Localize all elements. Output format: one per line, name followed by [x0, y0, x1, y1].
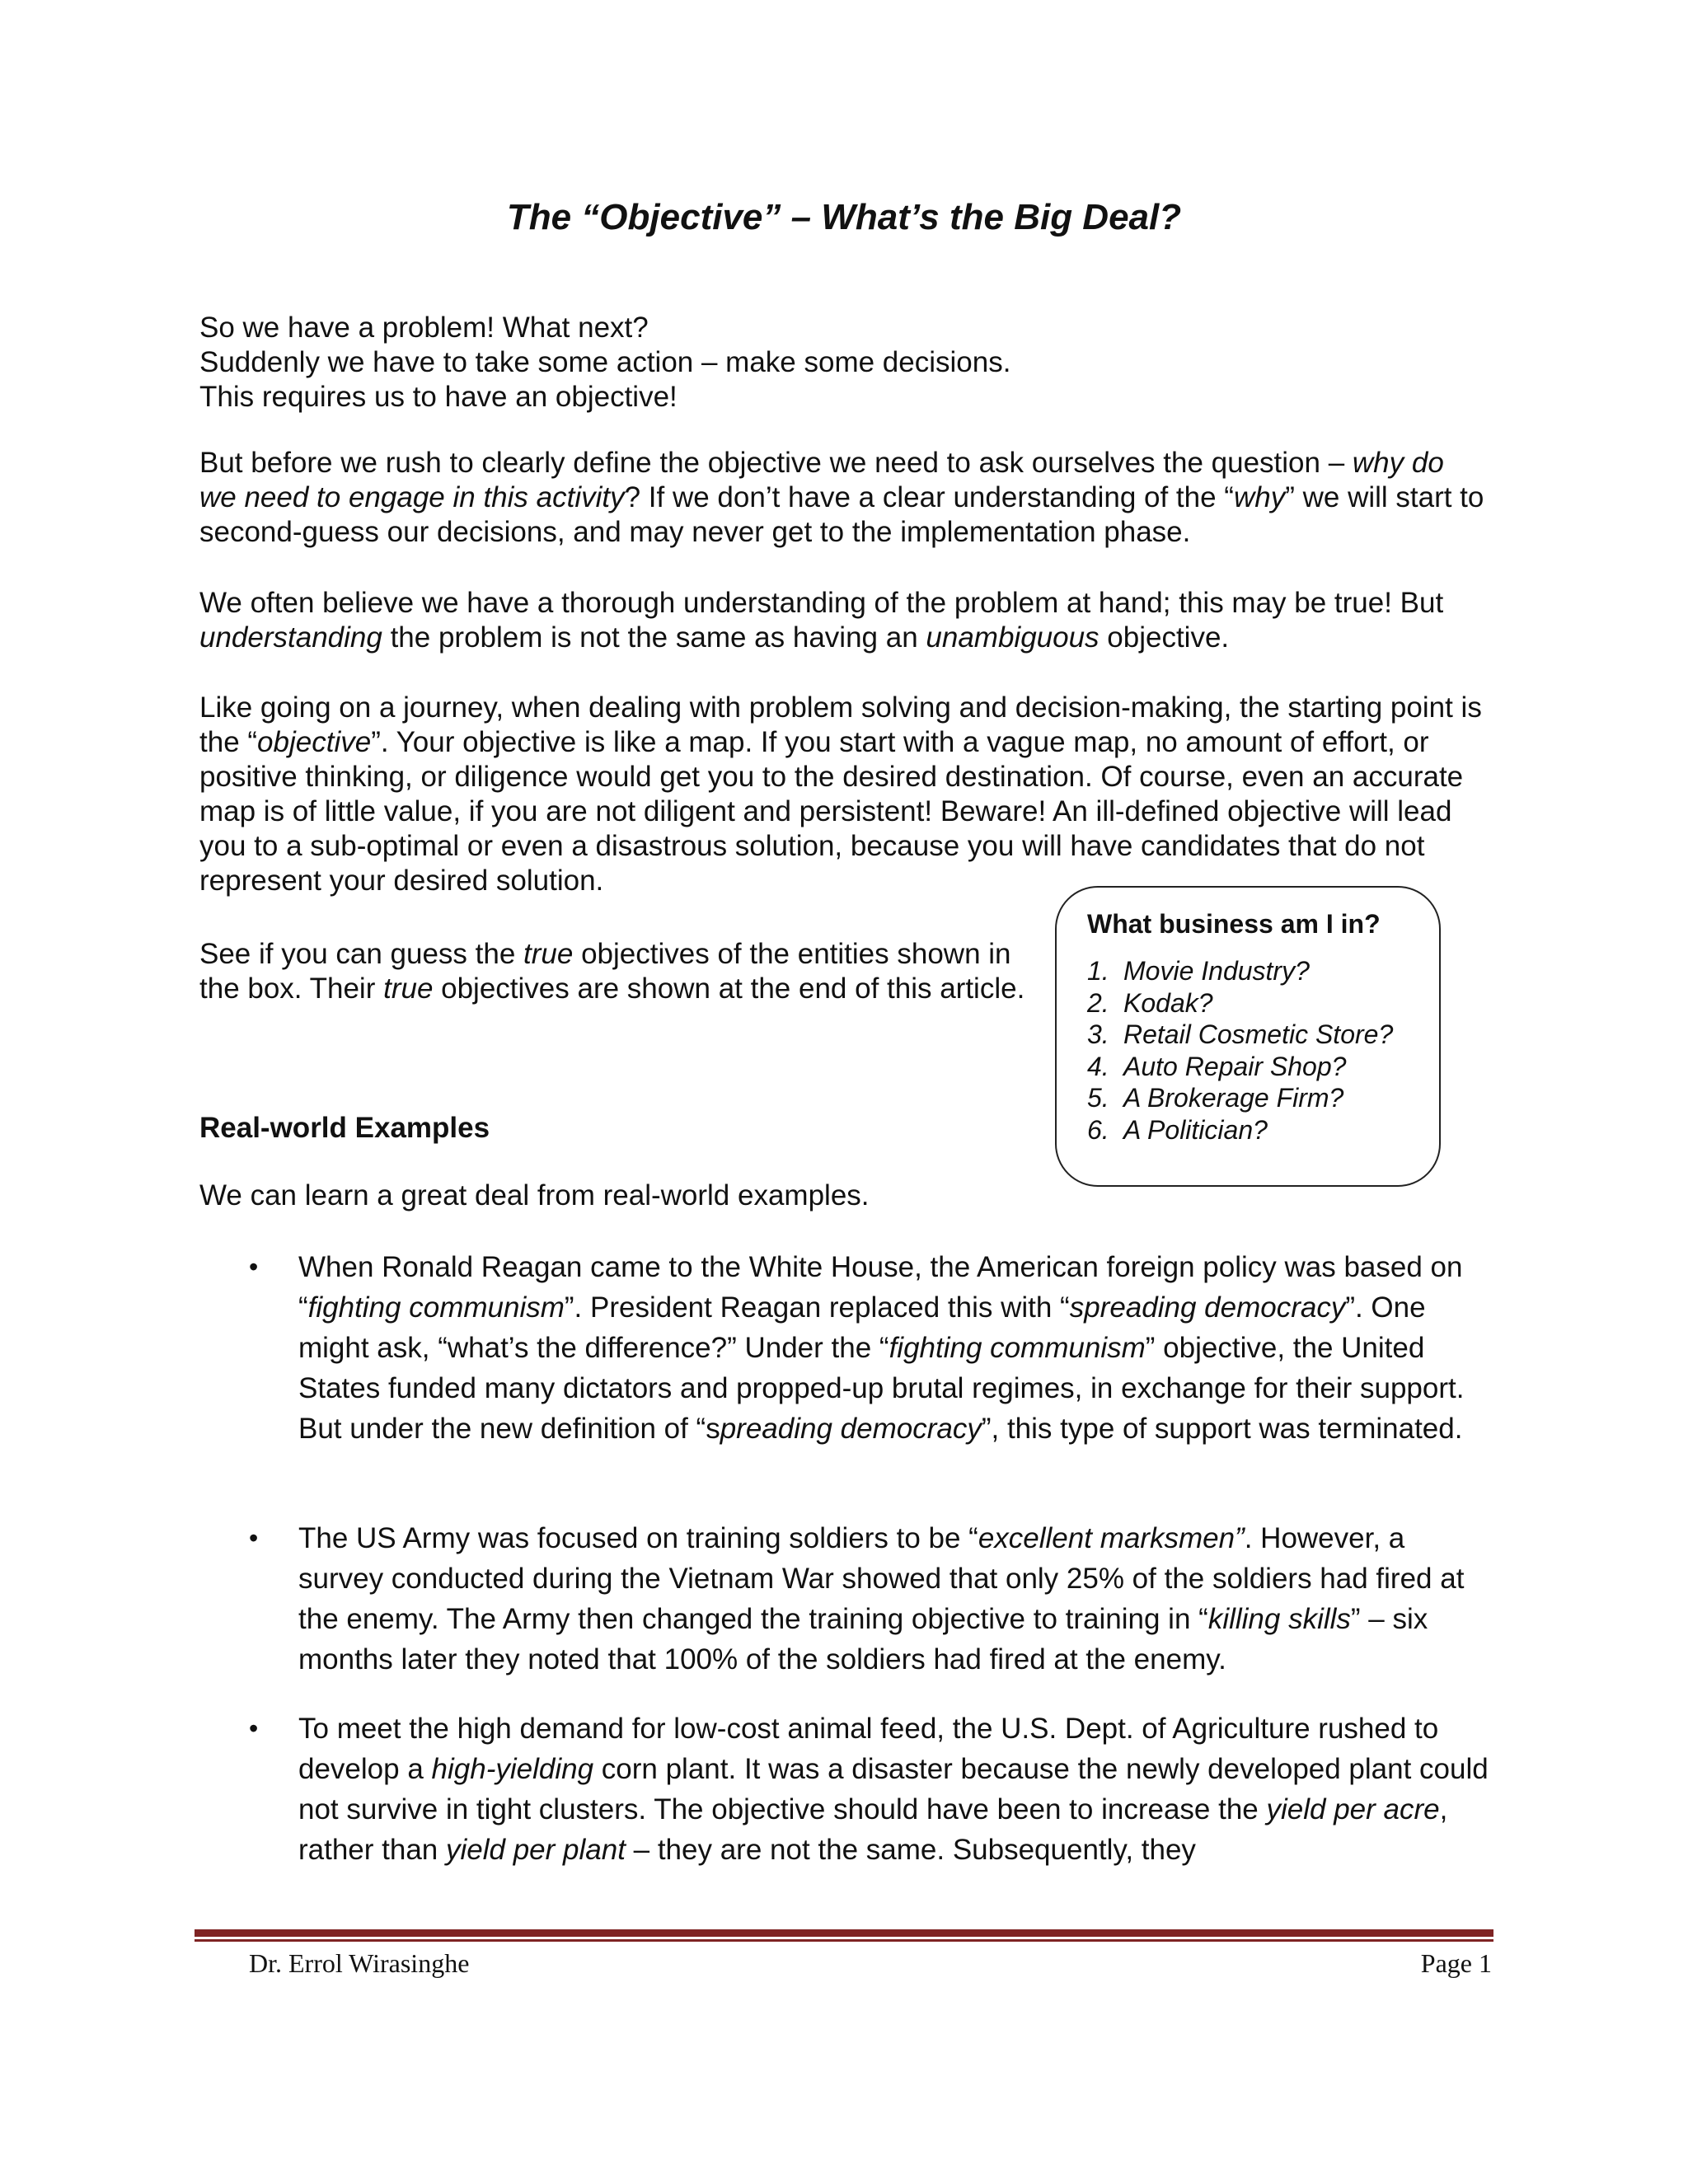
list-number: 2.	[1087, 987, 1109, 1018]
bullet-icon: •	[249, 1523, 259, 1553]
list-item	[1087, 1051, 1414, 1083]
paragraph-journey	[199, 691, 1485, 898]
paragraph-learn: We can learn a great deal from real-world examples.	[199, 1179, 870, 1212]
emphasis-text: objective	[257, 726, 372, 758]
emphasis-text: understanding	[199, 621, 382, 654]
text-run: – they are not the same. Subsequently, they	[625, 1834, 1196, 1866]
intro-paragraph	[199, 311, 1485, 415]
text-run: But before we rush to clearly define the objective we need to ask ourselves the question –	[199, 447, 1353, 479]
list-number: 1.	[1087, 956, 1109, 986]
emphasis-text: killing skills	[1207, 1603, 1351, 1635]
bullet-text	[298, 1708, 1493, 1870]
emphasis-text: true	[383, 972, 434, 1005]
list-number: 3.	[1087, 1019, 1109, 1049]
emphasis-text: why	[1233, 481, 1286, 513]
text-run: ? If we don’t have a clear understanding of the “	[624, 481, 1234, 513]
business-callout-box	[1055, 886, 1441, 1187]
list-item-text: Auto Repair Shop?	[1123, 1051, 1347, 1081]
emphasis-text: unambiguous	[926, 621, 1100, 654]
text-run: ”, this type of support was terminated.	[981, 1413, 1463, 1445]
text-run: Like going on a journey, when dealing with problem solving and decision-making, the starting point is the “	[199, 691, 1482, 758]
text-run: , rather than	[298, 1793, 1448, 1866]
footer-divider	[195, 1929, 1493, 1937]
intro-line: Suddenly we have to take some action – make some decisions.	[199, 346, 1011, 378]
text-run: When Ronald Reagan came to the White House, the American foreign policy was based on “	[298, 1251, 1463, 1324]
paragraph-understanding	[199, 586, 1485, 655]
footer-author: Dr. Errol Wirasinghe	[249, 1948, 470, 1978]
list-item	[1087, 1082, 1414, 1114]
list-number: 5.	[1087, 1083, 1109, 1113]
emphasis-text: high-yielding	[431, 1753, 594, 1785]
text-run: ” we will start to second-guess our decisions, and may never get to the implementation phase.	[199, 481, 1484, 548]
text-run: ”. One might ask, “what’s the difference?” Under the “	[298, 1291, 1426, 1364]
text-run: corn plant. It was a disaster because the newly developed plant could not survive in tight clusters. The objective should have been to increase the	[298, 1753, 1489, 1825]
text-run: ” – six months later they noted that 100% of the soldiers had fired at the enemy.	[298, 1603, 1428, 1675]
text-run: See if you can guess the	[199, 938, 524, 970]
footer-divider-thin	[195, 1939, 1493, 1942]
text-run: the problem is not the same as having an	[382, 621, 926, 654]
text-run: We often believe we have a thorough understanding of the problem at hand; this may be true! But	[199, 587, 1444, 619]
emphasis-text: fighting communism	[307, 1291, 565, 1324]
list-item	[1087, 987, 1414, 1019]
emphasis-text: yield per acre	[1266, 1793, 1440, 1825]
list-item	[1087, 1019, 1414, 1051]
bullet-icon: •	[249, 1713, 259, 1743]
list-number: 4.	[1087, 1051, 1109, 1081]
emphasis-text: yield per plant	[446, 1834, 626, 1866]
paragraph-guess	[199, 937, 1032, 1006]
text-run: objective.	[1099, 621, 1230, 654]
page-title: The “Objective” – What’s the Big Deal?	[506, 197, 1182, 237]
list-item	[1087, 955, 1414, 987]
list-item	[1087, 1114, 1414, 1146]
text-run: ”. Your objective is like a map. If you start with a vague map, no amount of effort, or positive thinking, or diligence would get you to the desired destination. Of course, even an accurate map is of little value, if you are not diligent and persistent! Beware! An ill-defined objective will lead you to a sub-optimal or even a disastrous solution, because you will have candidates that do not represent your desired solution.	[199, 726, 1464, 897]
list-item-text: Movie Industry?	[1123, 956, 1310, 986]
callout-title: What business am I in?	[1087, 909, 1381, 939]
emphasis-text: fighting communism	[889, 1332, 1146, 1364]
bullet-text	[298, 1518, 1493, 1680]
list-item-text: Retail Cosmetic Store?	[1123, 1019, 1394, 1049]
list-item-text: A Politician?	[1123, 1114, 1268, 1145]
emphasis-text: preading democracy	[720, 1413, 982, 1445]
text-run: objectives of the entities shown in the box. Their	[199, 938, 1011, 1005]
intro-line: This requires us to have an objective!	[199, 381, 678, 413]
section-heading: Real-world Examples	[199, 1112, 490, 1144]
emphasis-text: why do we need to engage in this activity	[199, 447, 1444, 513]
emphasis-text: spreading democracy	[1069, 1291, 1346, 1324]
list-item-text: A Brokerage Firm?	[1123, 1083, 1344, 1113]
bullet-icon: •	[249, 1252, 259, 1282]
text-run: objectives are shown at the end of this article.	[433, 972, 1025, 1005]
list-item-text: Kodak?	[1123, 987, 1213, 1018]
bullet-text	[298, 1247, 1493, 1449]
emphasis-text: true	[523, 938, 574, 970]
list-number: 6.	[1087, 1114, 1109, 1145]
text-run: ” objective, the United States funded many dictators and propped-up brutal regimes, in exchange for their support. But under the new definition of “s	[298, 1332, 1465, 1445]
text-run: The US Army was focused on training soldiers to be “	[298, 1522, 978, 1554]
paragraph-why	[199, 446, 1485, 550]
text-run: To meet the high demand for low-cost animal feed, the U.S. Dept. of Agriculture rushed to develop a	[298, 1713, 1439, 1785]
emphasis-text: excellent marksmen”	[978, 1522, 1245, 1554]
intro-line: So we have a problem! What next?	[199, 312, 649, 344]
callout-list	[1087, 955, 1414, 1146]
footer-page-number: Page 1	[1420, 1948, 1492, 1978]
text-run: ”. President Reagan replaced this with “	[564, 1291, 1070, 1324]
text-run: . However, a survey conducted during the Vietnam War showed that only 25% of the soldiers had fired at the enemy. The Army then changed the training objective to training in “	[298, 1522, 1465, 1635]
